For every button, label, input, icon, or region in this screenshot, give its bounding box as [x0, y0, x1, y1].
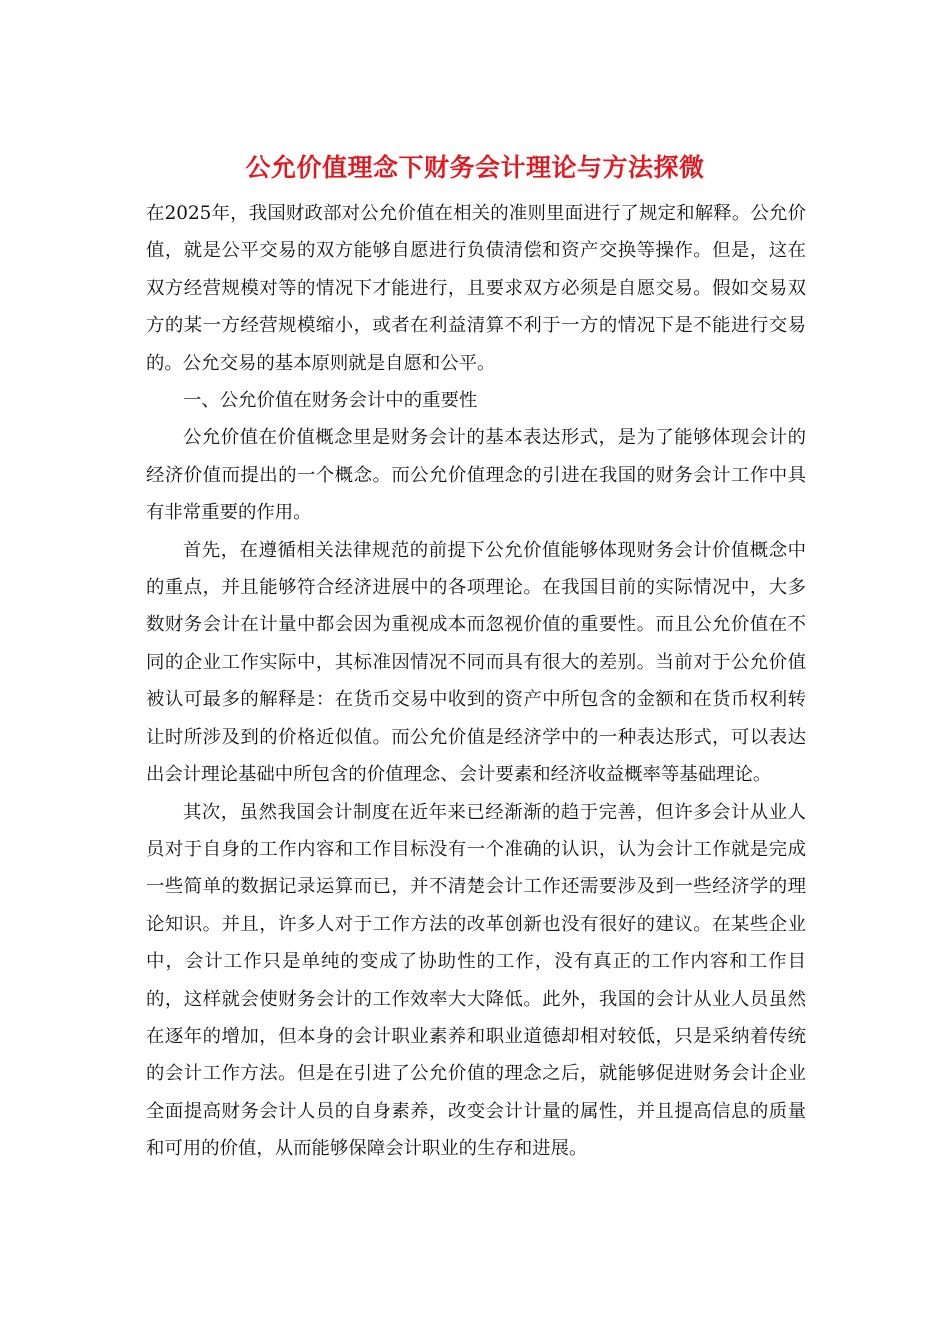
body-paragraph: 首先，在遵循相关法律规范的前提下公允价值能够体现财务会计价值概念中的重点，并且能够符合经济进展中的各项理论。在我国目前的实际情况中，大多数财务会计在计量中都会因为重视成本而忽视价值的重要性。而且公允价值在不同的企业工作实际中，其标准因情况不同而具有很大的差别。当前对于公允价值被认可最多的解释是：在货币交易中收到的资产中所包含的金额和在货币权利转让时所涉及到的价格近似值。而公允价值是经济学中的一种表达形式，可以表达出会计理论基础中所包含的价值理念、会计要素和经济收益概率等基础理论。	[146, 539, 806, 786]
document-title: 公允价值理念下财务会计理论与方法探微	[245, 153, 705, 182]
section-heading: 一、公允价值在财务会计中的重要性	[183, 390, 478, 412]
intro-paragraph: 在2025年，我国财政部对公允价值在相关的准则里面进行了规定和解释。公允价值，就是公平交易的双方能够自愿进行负债清偿和资产交换等操作。但是，这在双方经营规模对等的情况下才能进行，且要求双方必须是自愿交易。假如交易双方的某一方经营规模缩小，或者在利益清算不利于一方的情况下是不能进行交易的。公允交易的基本原则就是自愿和公平。	[146, 203, 806, 374]
document-body	[146, 195, 806, 1168]
body-paragraph: 公允价值在价值概念里是财务会计的基本表达形式，是为了能够体现会计的经济价值而提出的一个概念。而公允价值理念的引进在我国的财务会计工作中具有非常重要的作用。	[146, 427, 806, 524]
body-paragraph: 其次，虽然我国会计制度在近年来已经渐渐的趋于完善，但许多会计从业人员对于自身的工作内容和工作目标没有一个准确的认识，认为会计工作就是完成一些简单的数据记录运算而已，并不清楚会计工作还需要涉及到一些经济学的理论知识。并且，许多人对于工作方法的改革创新也没有很好的建议。在某些企业中，会计工作只是单纯的变成了协助性的工作，没有真正的工作内容和工作目的，这样就会使财务会计的工作效率大大降低。此外，我国的会计从业人员虽然在逐年的增加，但本身的会计职业素养和职业道德却相对较低，只是采纳着传统的会计工作方法。但是在引进了公允价值的理念之后，就能够促进财务会计企业全面提高财务会计人员的自身素养，改变会计计量的属性，并且提高信息的质量和可用的价值，从而能够保障会计职业的生存和进展。	[146, 801, 806, 1160]
